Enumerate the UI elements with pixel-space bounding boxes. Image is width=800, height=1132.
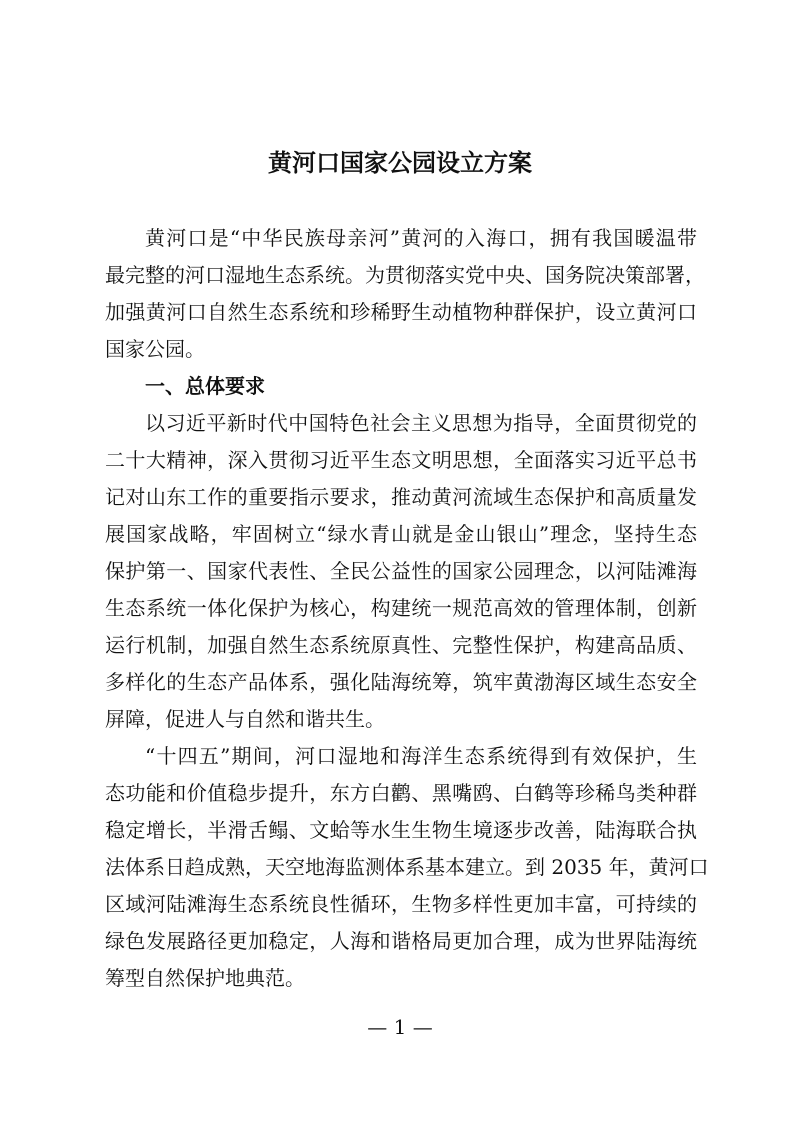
text-line: 稳定增长，半滑舌鳎、文蛤等水生生物生境逐步改善，陆海联合执 xyxy=(105,818,697,842)
text-line: 黄河口是“中华民族母亲河”黄河的入海口，拥有我国暖温带 xyxy=(145,226,697,250)
text-line: 屏障，促进人与自然和谐共生。 xyxy=(105,707,385,731)
text-line: 国家公园。 xyxy=(105,337,205,361)
text-line: 区域河陆滩海生态系统良性循环，生物多样性更加丰富，可持续的 xyxy=(105,892,697,916)
text-line: 生态系统一体化保护为核心，构建统一规范高效的管理体制，创新 xyxy=(105,596,697,620)
text-line: 以习近平新时代中国特色社会主义思想为指导，全面贯彻党的 xyxy=(145,411,697,435)
text-line: “十四五”期间，河口湿地和海洋生态系统得到有效保护，生 xyxy=(145,744,697,768)
text-line: 展国家战略，牢固树立“绿水青山就是金山银山”理念，坚持生态 xyxy=(105,522,697,546)
text-line: 运行机制，加强自然生态系统原真性、完整性保护，构建高品质、 xyxy=(105,633,697,657)
text-line: 法体系日趋成熟，天空地海监测体系基本建立。到 2035 年，黄河口 xyxy=(105,855,709,879)
paragraph-goals xyxy=(105,738,709,997)
text-line: 筹型自然保护地典范。 xyxy=(105,966,305,990)
paragraph-guiding-principles xyxy=(105,405,697,738)
document-body xyxy=(105,220,709,997)
text-line: 最完整的河口湿地生态系统。为贯彻落实党中央、国务院决策部署， xyxy=(105,263,705,287)
document-title: 黄河口国家公园设立方案 xyxy=(268,148,532,177)
text-line: 加强黄河口自然生态系统和珍稀野生动植物种群保护，设立黄河口 xyxy=(105,300,697,324)
paragraph-intro xyxy=(105,220,705,368)
text-line: 保护第一、国家代表性、全民公益性的国家公园理念，以河陆滩海 xyxy=(105,559,697,583)
text-line: 绿色发展路径更加稳定，人海和谐格局更加合理，成为世界陆海统 xyxy=(105,929,697,953)
page-number: — 1 — xyxy=(367,1015,433,1039)
text-line: 态功能和价值稳步提升，东方白鹳、黑嘴鸥、白鹤等珍稀鸟类种群 xyxy=(105,781,697,805)
text-line: 多样化的生态产品体系，强化陆海统筹，筑牢黄渤海区域生态安全 xyxy=(105,670,697,694)
section-heading: 一、总体要求 xyxy=(145,374,265,398)
text-line: 二十大精神，深入贯彻习近平生态文明思想，全面落实习近平总书 xyxy=(105,448,697,472)
text-line: 记对山东工作的重要指示要求，推动黄河流域生态保护和高质量发 xyxy=(105,485,697,509)
